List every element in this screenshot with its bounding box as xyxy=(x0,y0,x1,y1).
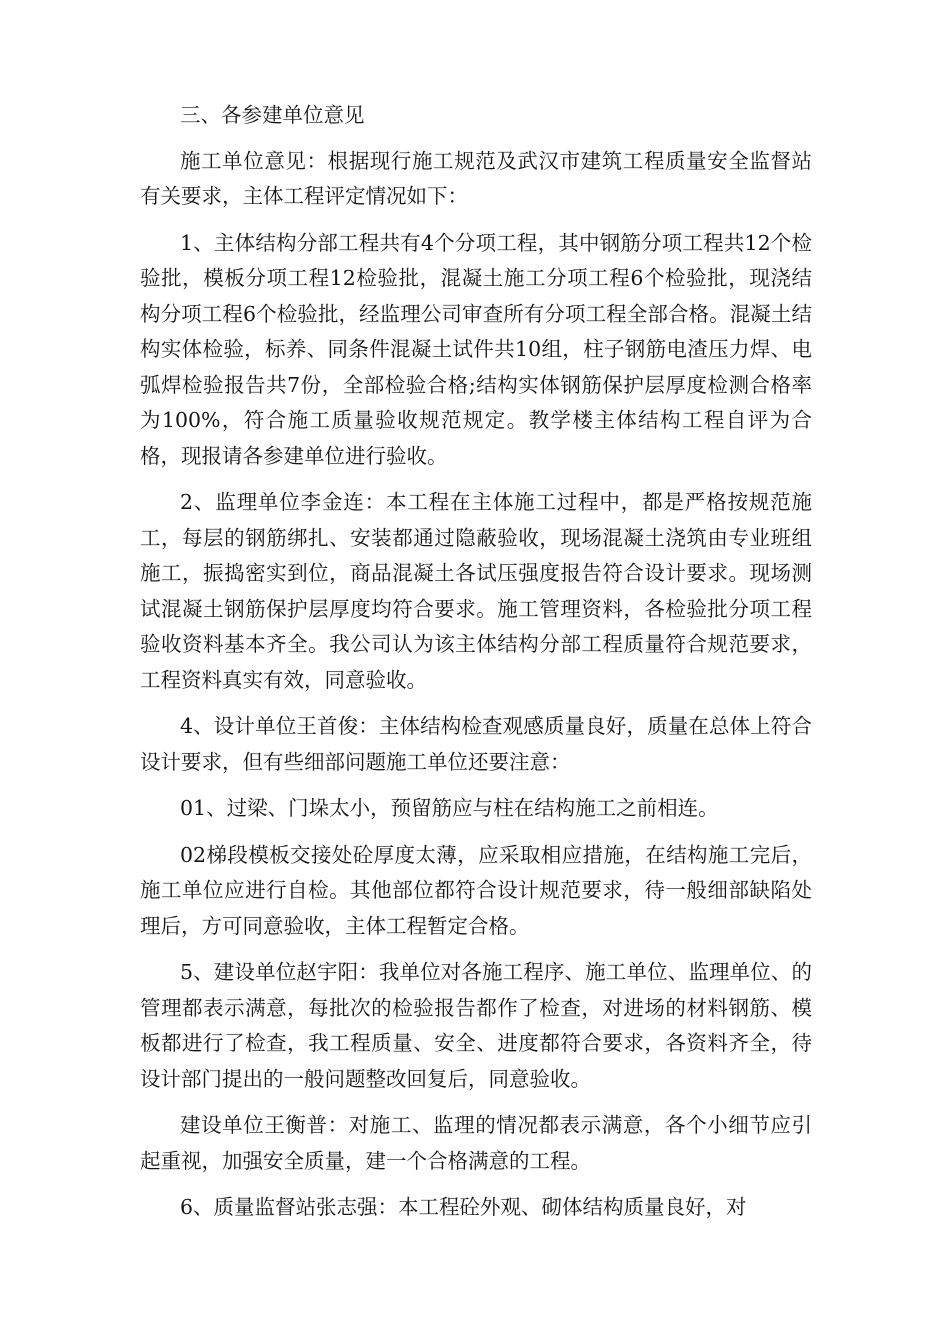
paragraph-item-2-supervisor: 2、监理单位李金连：本工程在主体施工过程中，都是严格按规范施工，每层的钢筋绑扎、安装都通过隐蔽验收，现场混凝土浇筑由专业班组施工，振捣密实到位，商品混凝土各试压强度报告符合设计要求。现场测试混凝土钢筋保护层厚度均符合要求。施工管理资料，各检验批分项工程验收资料基本齐全。我公司认为该主体结构分部工程质量符合规范要求，工程资料真实有效，同意验收。 xyxy=(140,490,812,692)
document-body xyxy=(140,98,812,1237)
paragraph-item-4-designer: 4、设计单位王首俊：主体结构检查观感质量良好，质量在总体上符合设计要求，但有些细部问题施工单位还要注意： xyxy=(140,714,812,774)
paragraph-item-1: 1、主体结构分部工程共有4个分项工程，其中钢筋分项工程共12个检验批，模板分项工程12检验批，混凝土施工分项工程6个检验批，现浇结构分项工程6个检验批，经监理公司审查所有分项工程全部合格。混凝土结构实体检验，标养、同条件混凝土试件共10组，柱子钢筋电渣压力焊、电弧焊检验报告共7份，全部检验合格;结构实体钢筋保护层厚度检测合格率为100%，符合施工质量验收规范规定。教学楼主体结构工程自评为合格，现报请各参建单位进行验收。 xyxy=(140,230,812,468)
paragraph-item-5-owner: 5、建设单位赵宇阳：我单位对各施工程序、施工单位、监理单位、的管理都表示满意，每批次的检验报告都作了检查，对进场的材料钢筋、模板都进行了检查，我工程质量、安全、进度都符合要求，各资料齐全，待设计部门提出的一般问题整改回复后，同意验收。 xyxy=(140,960,812,1091)
paragraph-contractor-opinion: 施工单位意见：根据现行施工规范及武汉市建筑工程质量安全监督站有关要求，主体工程评定情况如下： xyxy=(140,148,812,208)
paragraph-subitem-01: 01、过梁、门垛太小，预留筋应与柱在结构施工之前相连。 xyxy=(180,796,719,820)
paragraph-subitem-02: 02梯段模板交接处砼厚度太薄，应采取相应措施，在结构施工完后，施工单位应进行自检。其他部位都符合设计规范要求，待一般细部缺陷处理后，方可同意验收，主体工程暂定合格。 xyxy=(140,842,812,938)
paragraph-owner-wang: 建设单位王衡普：对施工、监理的情况都表示满意，各个小细节应引起重视，加强安全质量，建一个合格满意的工程。 xyxy=(140,1113,812,1173)
paragraph-item-6-quality-station: 6、质量监督站张志强：本工程砼外观、砌体结构质量良好，对 xyxy=(180,1195,747,1219)
section-heading: 三、各参建单位意见 xyxy=(180,103,365,127)
